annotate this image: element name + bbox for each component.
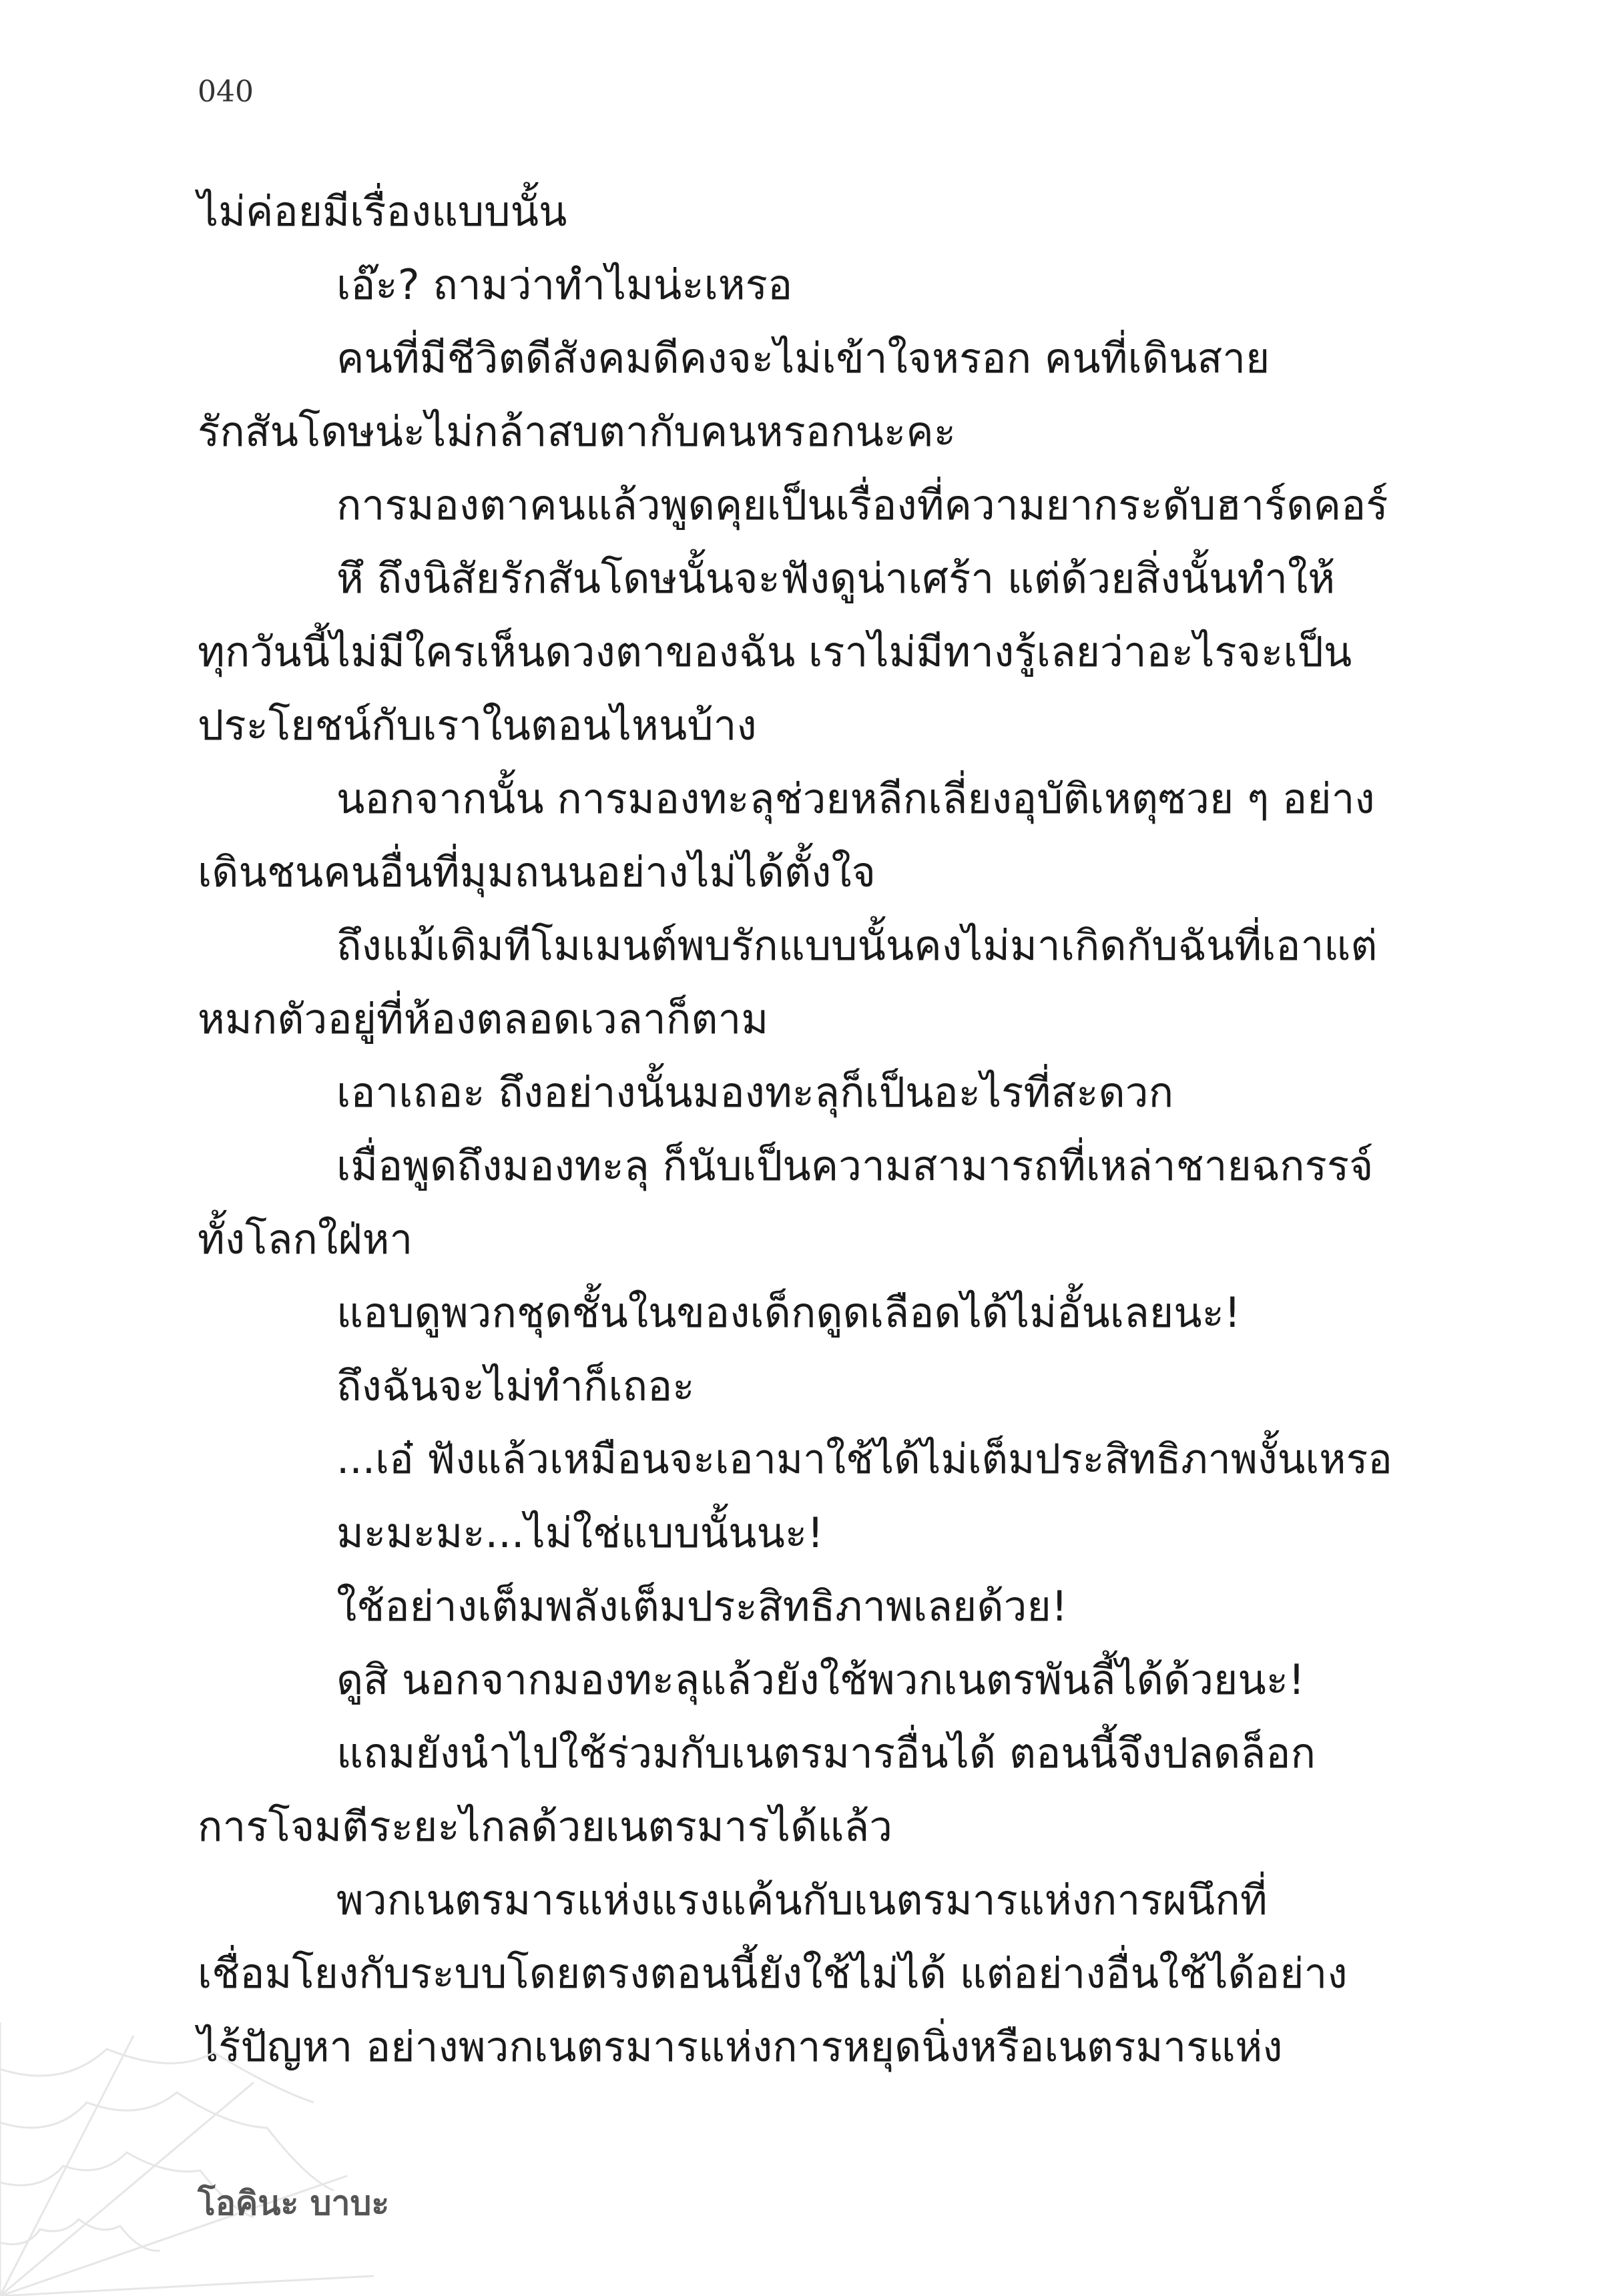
text-line: ดูสิ นอกจากมองทะลุแล้วยังใช้พวกเนตรพันลี้ได้ด้วยนะ! — [336, 1655, 1305, 1704]
footer-author: โอคินะ บาบะ — [198, 2184, 390, 2223]
text-line: ...เอ๋ ฟังแล้วเหมือนจะเอามาใช้ได้ไม่เต็มประสิทธิภาพงั้นเหรอ — [336, 1436, 1392, 1483]
text-line: เชื่อมโยงกับระบบโดยตรงตอนนี้ยังใช้ไม่ได้ แต่อย่างอื่นใช้ได้อย่าง — [198, 1949, 1348, 1998]
text-line: เดินชนคนอื่นที่มุมถนนอย่างไม่ได้ตั้งใจ — [198, 848, 876, 896]
text-line: แอบดูพวกชุดชั้นในของเด็กดูดเลือดได้ไม่อั้นเลยนะ! — [336, 1288, 1241, 1337]
text-line: เอ๊ะ? ถามว่าทำไมน่ะเหรอ — [336, 260, 793, 309]
text-line: การมองตาคนแล้วพูดคุยเป็นเรื่องที่ความยากระดับฮาร์ดคอร์ — [336, 481, 1388, 529]
text-line: แถมยังนำไปใช้ร่วมกับเนตรมารอื่นได้ ตอนนี้จึงปลดล็อก — [336, 1729, 1316, 1777]
text-line: ใช้อย่างเต็มพลังเต็มประสิทธิภาพเลยด้วย! — [336, 1582, 1068, 1631]
text-line: เอาเถอะ ถึงอย่างนั้นมองทะลุก็เป็นอะไรที่สะดวก — [336, 1068, 1174, 1117]
text-line: พวกเนตรมารแห่งแรงแค้นกับเนตรมารแห่งการผนึกที่ — [336, 1876, 1268, 1924]
text-line: หึ ถึงนิสัยรักสันโดษนั้นจะฟังดูน่าเศร้า แต่ด้วยสิ่งนั้นทำให้ — [336, 554, 1336, 603]
text-line: ถึงฉันจะไม่ทำก็เถอะ — [336, 1362, 695, 1410]
text-line: ไม่ค่อยมีเรื่องแบบนั้น — [198, 187, 567, 236]
page-number: 040 — [198, 75, 254, 109]
text-line: มะมะมะ...ไม่ใช่แบบนั้นนะ! — [336, 1508, 824, 1557]
text-line: การโจมตีระยะไกลด้วยเนตรมารได้แล้ว — [198, 1802, 893, 1851]
spider-web-icon — [0, 2022, 374, 2296]
text-line: ไร้ปัญหา อย่างพวกเนตรมารแห่งการหยุดนิ่งหรือเนตรมารแห่ง — [198, 2022, 1283, 2071]
text-line: ประโยชน์กับเราในตอนไหนบ้าง — [198, 701, 757, 750]
body-text — [198, 175, 1406, 2084]
text-line: คนที่มีชีวิตดีสังคมดีคงจะไม่เข้าใจหรอก คนที่เดินสาย — [336, 334, 1270, 382]
text-line: รักสันโดษน่ะไม่กล้าสบตากับคนหรอกนะคะ — [198, 407, 957, 456]
text-line: ถึงแม้เดิมทีโมเมนต์พบรักแบบนั้นคงไม่มาเกิดกับฉันที่เอาแต่ — [336, 921, 1378, 970]
text-line: นอกจากนั้น การมองทะลุช่วยหลีกเลี่ยงอุบัติเหตุซวย ๆ อย่าง — [336, 774, 1375, 823]
text-line: ทั้งโลกใฝ่หา — [198, 1215, 413, 1263]
text-line: เมื่อพูดถึงมองทะลุ ก็นับเป็นความสามารถที่เหล่าชายฉกรรจ์ — [336, 1141, 1374, 1190]
text-line: หมกตัวอยู่ที่ห้องตลอดเวลาก็ตาม — [198, 994, 769, 1043]
text-line: ทุกวันนี้ไม่มีใครเห็นดวงตาของฉัน เราไม่มีทางรู้เลยว่าอะไรจะเป็น — [198, 627, 1352, 676]
